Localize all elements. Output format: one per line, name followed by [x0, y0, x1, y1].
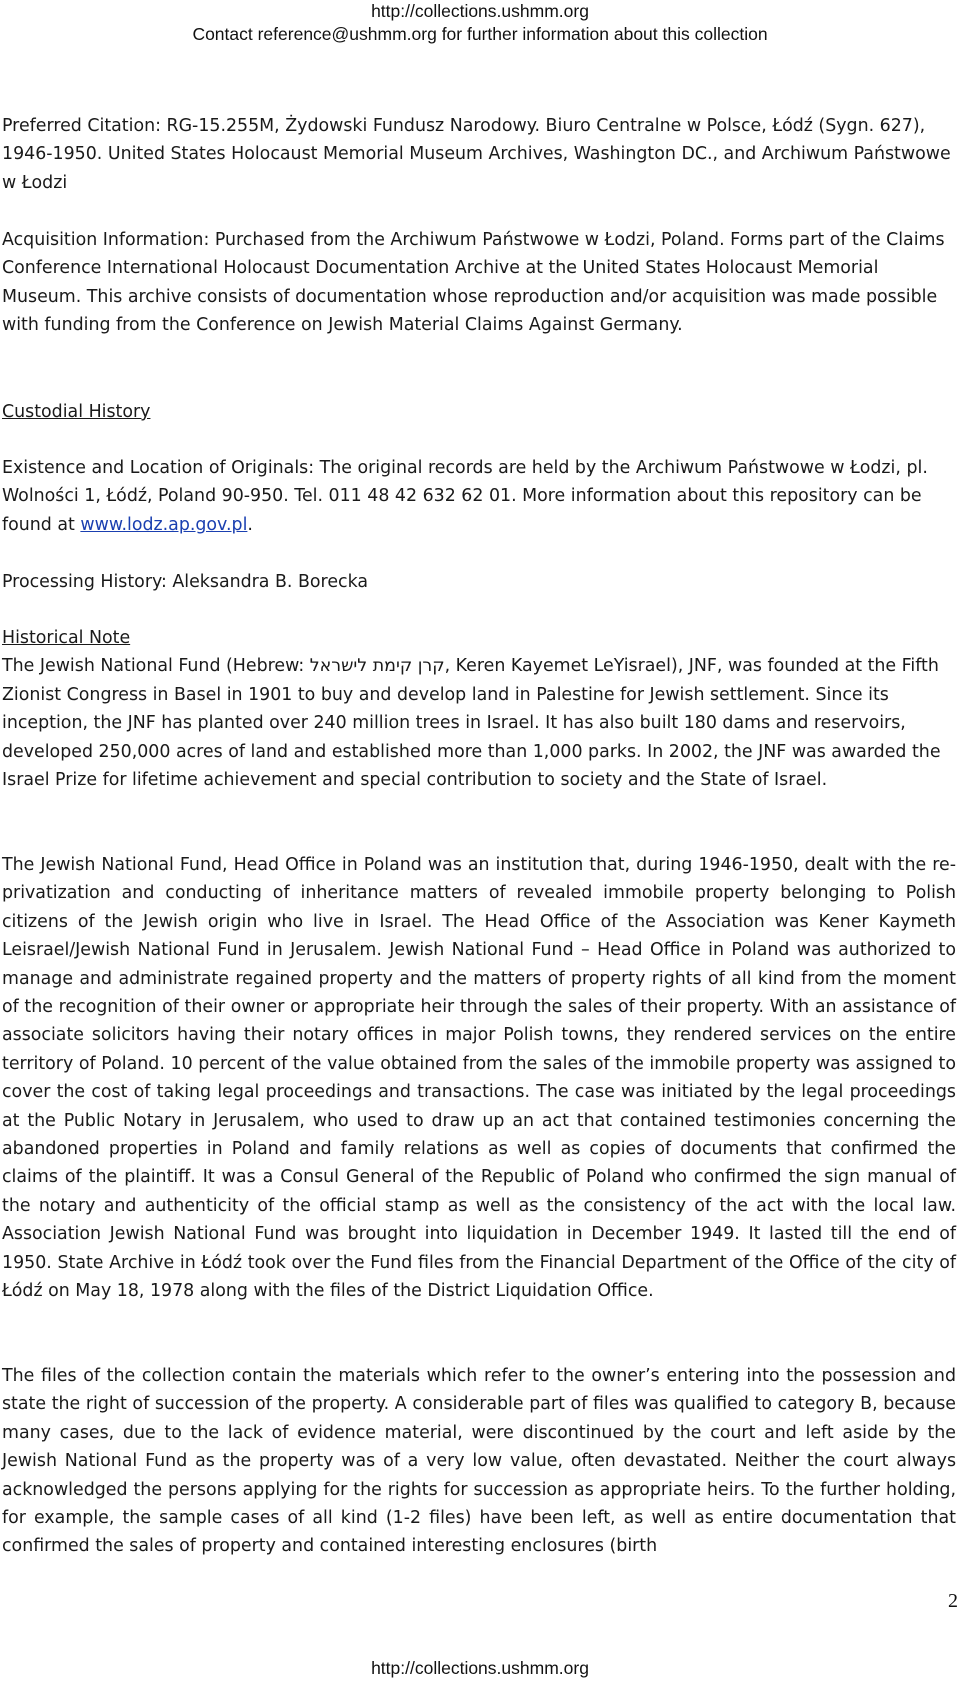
hist-p1-start: The Jewish National Fund (Hebrew: [2, 656, 310, 677]
processing-text: Processing History: Aleksandra B. Borecka [2, 572, 369, 592]
preferred-citation [2, 112, 956, 197]
originals-location [2, 454, 956, 539]
historical-note [2, 624, 956, 794]
historical-paragraph-3: The files of the collection contain the materials which refer to the owner’s entering into the possession and state the right of succession of the property. A considerable part of files was qualified to category B, because many cases, due to the lack of evidence material, were discontinued by the court and left aside by the Jewish National Fund as the property was of a very low value, often devastated. Neither the court always acknowledged the persons applying for the rights for succession as appropriate heirs. To the further holding, for example, the sample cases of all kind (1-2 files) have been left, as well as entire documentation that confirmed the sales of property and contained interesting enclosures (birth [2, 1366, 956, 1557]
originals-text: Existence and Location of Originals: The original records are held by the Archiwum Państwowe w Łodzi, pl. Wolności 1, Łódź, Poland 90-950. Tel. 011 48 42 632 62 01. More information about this repository can be found at [2, 458, 928, 535]
historical-note-heading: Historical Note [2, 628, 131, 648]
originals-paragraph [2, 454, 956, 539]
custodial-history-heading: Custodial History [2, 402, 151, 422]
historical-paragraph-2-block [2, 851, 956, 1306]
repository-link[interactable]: www.lodz.ap.gov.pl [80, 514, 248, 535]
citation-text: Preferred Citation: RG-15.255M, Żydowski Fundusz Narodowy. Biuro Centralne w Polsce, Łódź (Sygn. 627), 1946-1950. United States Holocaust Memorial Museum Archives, Washington DC., and Archiwum Państwowe w Łodzi [2, 116, 951, 193]
acquisition-information [2, 226, 956, 340]
header-url: http://collections.ushmm.org [371, 1, 589, 21]
footer-url: http://collections.ushmm.org [371, 1658, 589, 1678]
header-contact-line: Contact reference@ushmm.org for further information about this collection [192, 24, 768, 44]
historical-paragraph-3-block [2, 1362, 956, 1561]
custodial-history-heading-block [2, 398, 956, 426]
hist-p1-end: , Keren Kayemet LeYisrael), JNF, was founded at the Fifth Zionist Congress in Basel in 1901 to buy and develop land in Palestine for Jewish settlement. Since its inception, the JNF has planted over 240 million trees in Israel. It has also built 180 dams and reservoirs, developed 250,000 acres of land and established more than 1,000 parks. In 2002, the JNF was awarded the Israel Prize for lifetime achievement and special contribution to society and the State of Israel. [2, 656, 941, 791]
historical-paragraph-2: The Jewish National Fund, Head Office in Poland was an institution that, during 1946-1950, dealt with the re-privatization and conducting of inheritance matters of revealed immobile property belonging to Polish citizens of the Jewish origin who live in Israel. The Head Office of the Association was Kener Kaymeth Leisrael/Jewish National Fund in Jerusalem. Jewish National Fund – Head Office in Poland was authorized to manage and administrate regained property and the matters of property rights of all kind from the moment of the recognition of their owner or appropriate heir through the sales of their property. With an assistance of associate solicitors having their notary offices in major Polish towns, they rendered services on the entire territory of Poland. 10 percent of the value obtained from the sales of the immobile property was assigned to cover the cost of taking legal proceedings and transactions. The case was initiated by the legal proceedings at the Public Notary in Jerusalem, who used to draw up an act that contained testimonies concerning the abandoned properties in Poland and family relations as well as copies of documents that confirmed the claims of the plaintiff. It was a Consul General of the Republic of Poland who confirmed the sign manual of the notary and authenticity of the official stamp as well as the consistency of the act with the local law. Association Jewish National Fund was brought into liquidation in December 1949. It lasted till the end of 1950. State Archive in Łódź took over the Fund files from the Financial Department of the Office of the city of Łódź on May 18, 1978 along with the files of the District Liquidation Office. [2, 855, 956, 1302]
originals-end: . [247, 514, 253, 535]
acquisition-text: Acquisition Information: Purchased from the Archiwum Państwowe w Łodzi, Poland. Forms part of the Claims Conference International Holocaust Documentation Archive at the United States Holocaust Memorial Museum. This archive consists of documentation whose reproduction and/or acquisition was made possible with funding from the Conference on Jewish Material Claims Against Germany. [2, 230, 945, 336]
processing-history [2, 568, 956, 596]
hebrew-name: קרן קימת לישראל [309, 656, 445, 677]
page-number: 2 [948, 1590, 958, 1612]
historical-paragraph-1 [2, 652, 956, 794]
